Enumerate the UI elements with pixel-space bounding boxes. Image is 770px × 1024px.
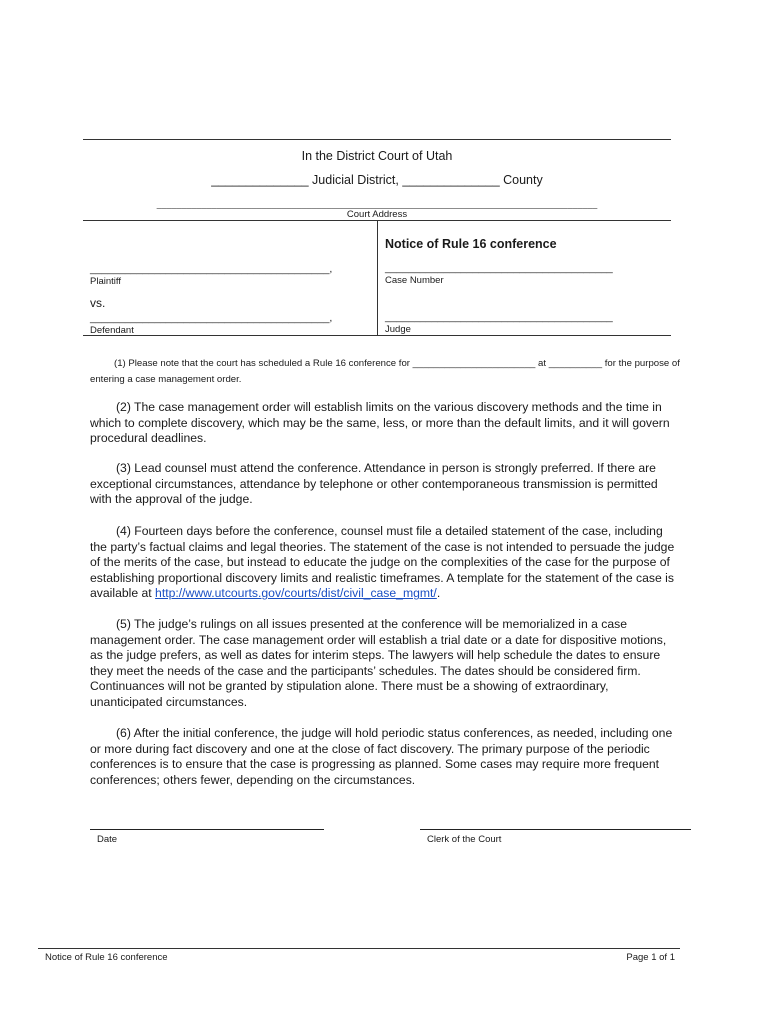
judge-label: Judge: [385, 324, 411, 335]
caption-divider: [377, 220, 378, 335]
date-signature-line[interactable]: [90, 829, 324, 830]
statement-template-link[interactable]: http://www.utcourts.gov/courts/dist/civil_case_mgmt/: [155, 586, 437, 601]
court-name: In the District Court of Utah: [301, 149, 453, 163]
paragraph-3: [90, 461, 682, 508]
defendant-line[interactable]: _________________________________________,: [90, 312, 333, 324]
judge-line[interactable]: _______________________________________: [385, 311, 613, 323]
caption-bottom-rule: [83, 335, 671, 336]
document-title: Notice of Rule 16 conference: [385, 237, 557, 251]
paragraph-5-text: (5) The judge’s rulings on all issues presented at the conference will be memorialized in a case management order. The case management order will establish a trial date or a date for dispositive motions, as the judge prefers, as well as dates for interim steps. The lawyers will help schedule the dates to ensure they meet the needs of the case and the participants’ schedules. The dates should be considered firm. Continuances will not be granted by stipulation alone. There must be a showing of extraordinary, unanticipated circumstances.: [90, 617, 667, 709]
clerk-signature-line[interactable]: [420, 829, 691, 830]
plaintiff-line[interactable]: _________________________________________,: [90, 263, 333, 275]
date-label: Date: [97, 834, 118, 845]
court-address-label: Court Address: [346, 209, 408, 220]
paragraph-3-text: (3) Lead counsel must attend the conference. Attendance in person is strongly preferred. If there are exceptional circumstances, attendance by telephone or other contemporaneous transmission is permitted with the approval of the judge.: [90, 461, 658, 507]
footer-page-number: Page 1 of 1: [626, 952, 675, 963]
footer-rule: [38, 948, 680, 949]
case-number-line[interactable]: _______________________________________: [385, 262, 613, 274]
paragraph-5: [90, 617, 682, 711]
paragraph-2: [90, 400, 682, 447]
paragraph-6: [90, 726, 682, 788]
paragraph-4-end: .: [436, 586, 441, 601]
court-address-line[interactable]: ________________________________________________________________________________________: [156, 199, 598, 209]
paragraph-6-text: (6) After the initial conference, the judge will hold periodic status conferences, as needed, including one or more during fact discovery and one at the close of fact discovery. The primary purpose of the periodic conferences is to ensure that the case is progressing as planned. Some cases may require more frequent conferences; others fewer, depending on the circumstances.: [90, 726, 673, 787]
district-line[interactable]: ______________ Judicial District, ______________ County: [211, 173, 543, 187]
plaintiff-label: Plaintiff: [90, 276, 121, 287]
footer-document-name: Notice of Rule 16 conference: [45, 952, 168, 963]
paragraph-4-text: (4) Fourteen days before the conference, counsel must file a detailed statement of the case, including the party’s factual claims and legal theories. The statement of the case is not intended to persuade the judge of the merits of the case, but instead to educate the judge on the complexities of the case for the purpose of establishing proportional discovery limits and realistic timeframes. A template for the statement of the case is available at: [90, 524, 675, 601]
paragraph-2-text: (2) The case management order will establish limits on the various discovery methods and the time in which to complete discovery, which may be the same, less, or more than the default limits, and it will govern procedural deadlines.: [90, 400, 670, 446]
paragraph-4: [90, 524, 682, 602]
clerk-label: Clerk of the Court: [427, 834, 502, 845]
paragraph-1: [90, 356, 682, 388]
paragraph-1-text: (1) Please note that the court has scheduled a Rule 16 conference for _______________________ at __________ for the purpose of entering a case management order.: [90, 358, 680, 385]
header-top-rule: [83, 139, 671, 140]
defendant-label: Defendant: [90, 325, 134, 336]
case-number-label: Case Number: [385, 275, 444, 286]
versus-label: vs.: [90, 296, 106, 310]
